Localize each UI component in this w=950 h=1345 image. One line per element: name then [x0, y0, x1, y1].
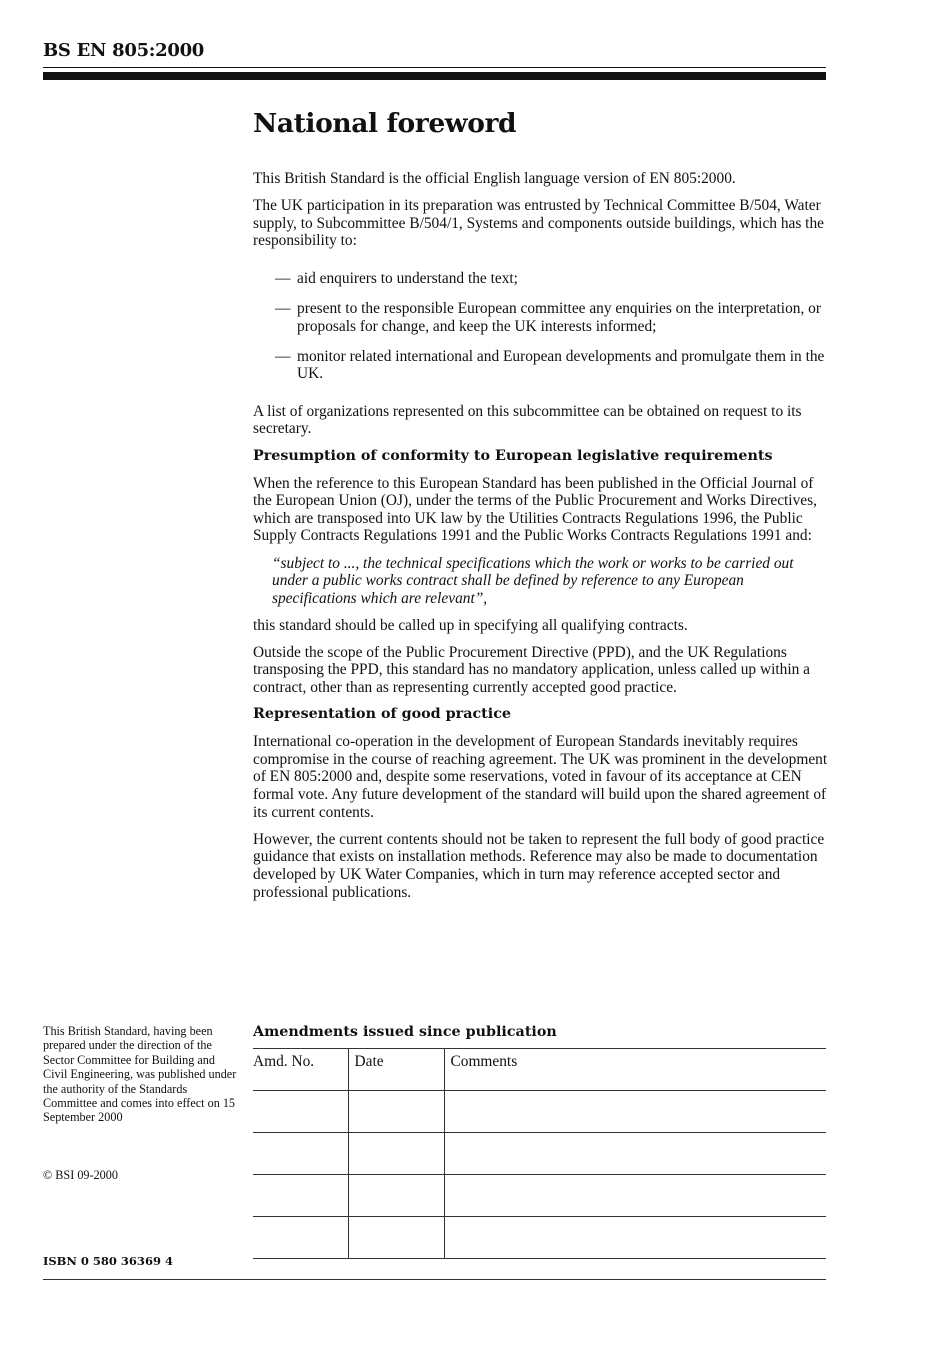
dash-bullet: — — [275, 269, 291, 287]
conformity-heading: Presumption of conformity to European legislative requirements — [253, 447, 773, 464]
table-cell — [253, 1133, 348, 1175]
dash-bullet: — — [275, 347, 291, 365]
call-up-paragraph: this standard should be called up in specifying all qualifying contracts. — [253, 616, 688, 634]
table-cell — [253, 1175, 348, 1217]
table-cell — [444, 1091, 826, 1133]
copyright-notice: © BSI 09-2000 — [43, 1168, 118, 1182]
list-item-text: aid enquirers to understand the text; — [297, 269, 518, 287]
guidance-paragraph: However, the current contents should not be taken to represent the full body of good practice guidance that exists on installation methods. Reference may also be made to documentation developed by UK Water Companies, which in turn may reference accepted sector and professional publications. — [253, 830, 825, 901]
column-header-amd-no: Amd. No. — [253, 1049, 348, 1091]
table-row — [253, 1091, 826, 1133]
cooperation-paragraph: International co-operation in the development of European Standards inevitably requires compromise in the course of reaching agreement. The UK was prominent in the development of EN 805:2000 and, despite some reservations, voted in favour of its acceptance at CEN formal vote. Any future development of the standard will build upon the shared agreement of its current contents. — [253, 733, 828, 821]
amendments-table — [253, 1048, 826, 1259]
column-header-comments: Comments — [444, 1049, 826, 1091]
table-row — [253, 1217, 826, 1259]
table-cell — [348, 1133, 444, 1175]
list-item-text: monitor related international and European developments and promulgate them in the UK. — [297, 347, 825, 383]
regulation-quote: “subject to ..., the technical specifications which the work or works to be carried out under a public works contract shall be defined by reference to any European specifications which are relevant”, — [272, 554, 794, 607]
publication-note: This British Standard, having been prepared under the direction of the Sector Committee for Building and Civil Engineering, was published under the authority of the Standards Committee and comes into effect on 15 September 2000 — [43, 1024, 237, 1125]
standard-id: BS EN 805:2000 — [43, 40, 205, 61]
header-rule-thick — [43, 72, 826, 80]
table-cell — [444, 1133, 826, 1175]
responsibility-list — [275, 270, 828, 383]
isbn: ISBN 0 580 36369 4 — [43, 1254, 173, 1268]
intro-paragraph: This British Standard is the official English language version of EN 805:2000. — [253, 170, 736, 187]
committee-paragraph: The UK participation in its preparation was entrusted by Technical Committee B/504, Water supply, to Subcommittee B/504/1, Systems and components outside buildings, which has the responsibility to: — [253, 197, 824, 250]
column-header-date: Date — [348, 1049, 444, 1091]
list-item — [275, 348, 828, 383]
page-title: National foreword — [253, 108, 517, 139]
table-cell — [348, 1217, 444, 1259]
table-row — [253, 1133, 826, 1175]
dash-bullet: — — [275, 299, 291, 317]
table-cell — [444, 1217, 826, 1259]
table-header-row — [253, 1049, 826, 1091]
ppd-paragraph: Outside the scope of the Public Procurement Directive (PPD), and the UK Regulations transposing the PPD, this standard has no mandatory application, unless called up within a contract, other than as representing currently accepted good practice. — [253, 643, 810, 697]
table-cell — [253, 1091, 348, 1133]
list-item-text: present to the responsible European committee any enquiries on the interpretation, or proposals for change, and keep the UK interests informed; — [297, 299, 821, 335]
table-cell — [348, 1175, 444, 1217]
organizations-paragraph: A list of organizations represented on this subcommittee can be obtained on request to its secretary. — [253, 402, 802, 438]
header-rule-thin — [43, 67, 826, 68]
conformity-paragraph: When the reference to this European Standard has been published in the Official Journal of the European Union (OJ), under the terms of the Public Procurement and Works Directives, which are transposed into UK law by the Utilities Contracts Regulations 1996, the Public Supply Contracts Regulations 1991 and the Public Works Contracts Regulations 1991 and: — [253, 474, 817, 545]
table-row — [253, 1175, 826, 1217]
table-cell — [348, 1091, 444, 1133]
list-item — [275, 300, 828, 335]
table-cell — [444, 1175, 826, 1217]
footer-rule — [43, 1279, 826, 1280]
foreword-body — [253, 106, 828, 911]
amendments-title: Amendments issued since publication — [253, 1024, 557, 1040]
good-practice-heading: Representation of good practice — [253, 706, 511, 723]
table-cell — [253, 1217, 348, 1259]
list-item — [275, 270, 828, 288]
